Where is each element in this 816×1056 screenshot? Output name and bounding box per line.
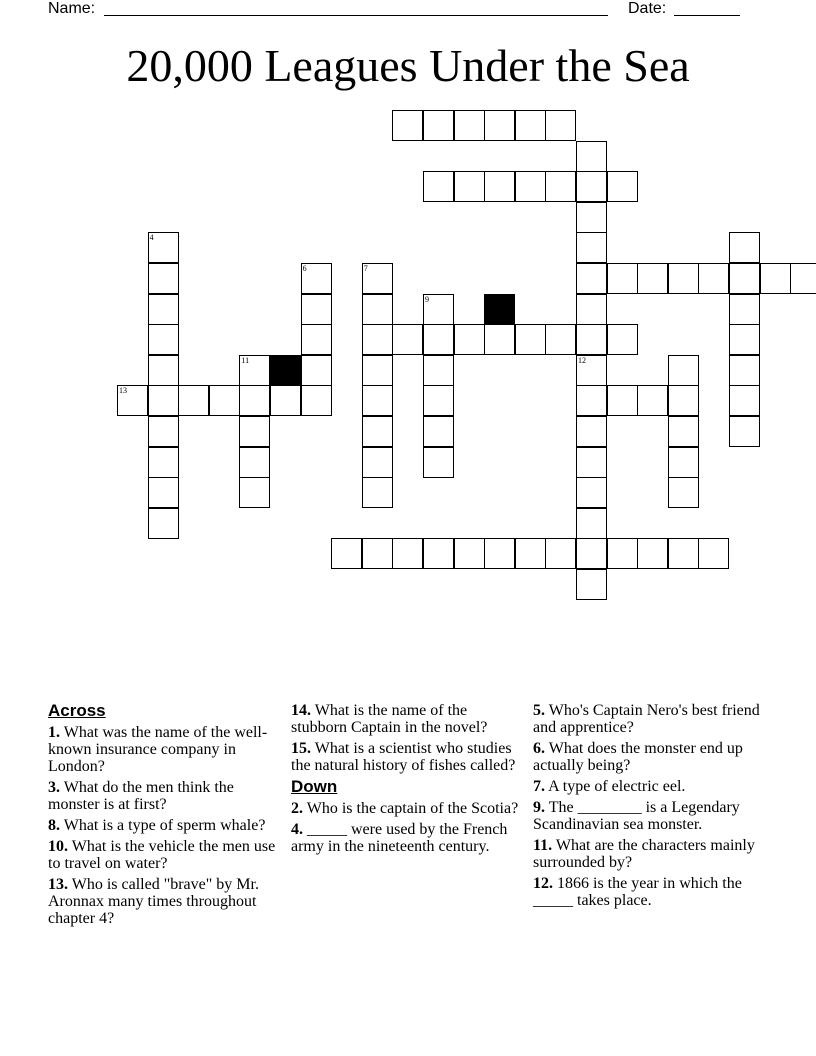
crossword-cell[interactable] — [484, 538, 515, 569]
crossword-cell[interactable] — [729, 294, 760, 325]
crossword-cell[interactable] — [454, 324, 485, 355]
crossword-cell[interactable] — [454, 110, 485, 141]
crossword-cell[interactable] — [576, 538, 607, 569]
crossword-cell[interactable] — [301, 355, 332, 386]
crossword-cell[interactable] — [729, 416, 760, 447]
clue-number: 7. — [533, 778, 545, 795]
crossword-cell[interactable] — [576, 447, 607, 478]
crossword-cell[interactable] — [423, 538, 454, 569]
page-title: 20,000 Leagues Under the Sea — [126, 40, 690, 91]
cell-number: 4 — [149, 233, 154, 243]
clue-across-1 — [48, 724, 278, 775]
crossword-cell[interactable] — [637, 263, 668, 294]
crossword-cell[interactable] — [362, 447, 393, 478]
clue-text: The ________ is a Legendary Scandinavian sea monster. — [533, 799, 740, 833]
crossword-cell[interactable] — [668, 416, 699, 447]
crossword-cell[interactable] — [148, 508, 179, 539]
clue-number: 10. — [48, 838, 68, 855]
crossword-cell[interactable] — [301, 263, 332, 294]
crossword-cell[interactable] — [729, 355, 760, 386]
clue-across-8 — [48, 817, 278, 834]
down-heading: Down — [291, 777, 338, 796]
blocked-cell — [484, 294, 515, 325]
crossword-cell[interactable] — [576, 232, 607, 263]
clue-text: What is the name of the stubborn Captain in the novel? — [291, 702, 488, 736]
clue-text: What are the characters mainly surrounded by? — [533, 837, 755, 871]
clue-text: Who's Captain Nero's best friend and apprentice? — [533, 702, 760, 736]
crossword-cell[interactable] — [515, 324, 546, 355]
clue-number: 13. — [48, 876, 68, 893]
clues-column-2 — [291, 702, 523, 859]
clue-text: 1866 is the year in which the _____ takes place. — [533, 875, 742, 909]
crossword-cell[interactable] — [668, 263, 699, 294]
clues-column-1 — [48, 702, 278, 931]
crossword-cell[interactable] — [362, 294, 393, 325]
crossword-cell[interactable] — [362, 538, 393, 569]
crossword-cell[interactable] — [148, 294, 179, 325]
crossword-cell[interactable] — [607, 263, 638, 294]
clue-down-7 — [533, 778, 769, 795]
crossword-cell[interactable] — [484, 324, 515, 355]
clue-down-9 — [533, 799, 769, 833]
crossword-cell[interactable] — [698, 538, 729, 569]
crossword-cell[interactable] — [392, 324, 423, 355]
clue-text: What is a scientist who studies the natural history of fishes called? — [291, 740, 516, 774]
clue-number: 12. — [533, 875, 553, 892]
crossword-cell[interactable] — [148, 447, 179, 478]
crossword-cell[interactable] — [178, 385, 209, 416]
clue-text: _____ were used by the French army in the nineteenth century. — [291, 821, 508, 855]
crossword-cell[interactable] — [148, 232, 179, 263]
clue-text: What do the men think the monster is at first? — [48, 779, 234, 813]
cell-number: 6 — [302, 264, 307, 273]
crossword-cell[interactable] — [392, 110, 423, 141]
crossword-cell[interactable] — [576, 355, 607, 386]
crossword-cell[interactable] — [362, 355, 393, 386]
across-heading: Across — [48, 701, 106, 720]
crossword-cell[interactable] — [576, 508, 607, 539]
crossword-cell[interactable] — [729, 232, 760, 263]
crossword-cell[interactable] — [515, 538, 546, 569]
crossword-cell[interactable] — [729, 385, 760, 416]
crossword-cell[interactable] — [454, 171, 485, 202]
crossword-cell[interactable] — [668, 477, 699, 508]
blocked-cell — [270, 355, 301, 386]
crossword-cell[interactable] — [423, 171, 454, 202]
clue-text: What is a type of sperm whale? — [63, 817, 266, 834]
crossword-cell[interactable] — [209, 385, 240, 416]
crossword-cell[interactable] — [148, 324, 179, 355]
clue-down-11 — [533, 837, 769, 871]
date-label: Date: — [628, 0, 667, 17]
clue-number: 3. — [48, 779, 60, 796]
crossword-cell[interactable] — [362, 385, 393, 416]
crossword-cell[interactable] — [668, 447, 699, 478]
crossword-cell[interactable] — [392, 538, 423, 569]
crossword-cell[interactable] — [423, 324, 454, 355]
clue-down-2 — [291, 800, 523, 817]
crossword-cell[interactable] — [362, 477, 393, 508]
clue-text: Who is called "brave" by Mr. Aronnax many times throughout chapter 4? — [48, 876, 259, 927]
crossword-cell[interactable] — [239, 447, 270, 478]
clue-across-13 — [48, 876, 278, 927]
crossword-cell[interactable] — [515, 171, 546, 202]
crossword-cell[interactable] — [576, 477, 607, 508]
crossword-cell[interactable] — [239, 355, 270, 386]
clue-text: Who is the captain of the Scotia? — [306, 800, 519, 817]
crossword-cell[interactable] — [576, 141, 607, 172]
crossword-cell[interactable] — [301, 385, 332, 416]
crossword-cell[interactable] — [545, 110, 576, 141]
crossword-cell[interactable] — [454, 538, 485, 569]
cell-number: 12 — [578, 355, 586, 365]
clue-number: 1. — [48, 724, 60, 741]
clue-text: What does the monster end up actually being? — [533, 740, 743, 774]
clue-text: What is the vehicle the men use to travel on water? — [48, 838, 276, 872]
clues-column-3 — [533, 702, 769, 913]
crossword-cell[interactable] — [729, 263, 760, 294]
crossword-cell[interactable] — [423, 385, 454, 416]
crossword-cell[interactable] — [148, 355, 179, 386]
crossword-cell[interactable] — [331, 538, 362, 569]
clue-across-3 — [48, 779, 278, 813]
clue-text: What was the name of the well-known insurance company in London? — [48, 724, 268, 775]
clue-across-14 — [291, 702, 523, 736]
crossword-cell[interactable] — [362, 416, 393, 447]
clue-number: 5. — [533, 702, 545, 719]
crossword-cell[interactable] — [637, 385, 668, 416]
clue-number: 15. — [291, 740, 311, 757]
crossword-cell[interactable] — [423, 447, 454, 478]
crossword-cell[interactable] — [668, 538, 699, 569]
crossword-cell[interactable] — [576, 171, 607, 202]
crossword-cell[interactable] — [576, 263, 607, 294]
name-label: Name: — [48, 0, 96, 17]
crossword-cell[interactable] — [148, 385, 179, 416]
crossword-cell[interactable] — [515, 110, 546, 141]
cell-number: 13 — [119, 386, 127, 396]
crossword-cell[interactable] — [760, 263, 791, 294]
clue-number: 14. — [291, 702, 311, 719]
cell-number: 11 — [241, 355, 250, 365]
crossword-cell[interactable] — [668, 355, 699, 386]
crossword-cell[interactable] — [484, 110, 515, 141]
crossword-cell[interactable] — [117, 385, 148, 416]
crossword-cell[interactable] — [607, 171, 638, 202]
crossword-cell[interactable] — [545, 324, 576, 355]
crossword-cell[interactable] — [148, 416, 179, 447]
crossword-cell[interactable] — [484, 171, 515, 202]
crossword-cell[interactable] — [423, 355, 454, 386]
clue-number: 11. — [533, 837, 553, 854]
crossword-cell[interactable] — [362, 324, 393, 355]
crossword-cell[interactable] — [637, 538, 668, 569]
crossword-cell[interactable] — [148, 263, 179, 294]
crossword-cell[interactable] — [239, 416, 270, 447]
crossword-cell[interactable] — [423, 294, 454, 325]
crossword-cell[interactable] — [698, 263, 729, 294]
crossword-cell[interactable] — [607, 324, 638, 355]
crossword-cell[interactable] — [423, 110, 454, 141]
crossword-cell[interactable] — [148, 477, 179, 508]
clue-down-4 — [291, 821, 523, 855]
clue-down-12 — [533, 875, 769, 909]
clue-number: 4. — [291, 821, 303, 838]
clue-down-6 — [533, 740, 769, 774]
crossword-cell[interactable] — [729, 324, 760, 355]
clue-number: 9. — [533, 799, 545, 816]
clue-across-15 — [291, 740, 523, 774]
crossword-cell[interactable] — [607, 385, 638, 416]
crossword-cell[interactable] — [790, 263, 816, 294]
clue-text: A type of electric eel. — [548, 778, 686, 795]
crossword-cell[interactable] — [423, 416, 454, 447]
clue-number: 2. — [291, 800, 303, 817]
clue-across-10 — [48, 838, 278, 872]
crossword-cell[interactable] — [545, 171, 576, 202]
crossword-cell[interactable] — [576, 416, 607, 447]
cell-number: 7 — [363, 264, 368, 273]
clue-down-5 — [533, 702, 769, 736]
clue-number: 8. — [48, 817, 60, 834]
crossword-cell[interactable] — [607, 538, 638, 569]
crossword-cell[interactable] — [239, 385, 270, 416]
crossword-cell[interactable] — [270, 385, 301, 416]
crossword-cell[interactable] — [362, 263, 393, 294]
crossword-cell[interactable] — [545, 538, 576, 569]
crossword-cell[interactable] — [576, 294, 607, 325]
crossword-cell[interactable] — [576, 569, 607, 600]
crossword-cell[interactable] — [576, 324, 607, 355]
cell-number: 9 — [425, 294, 429, 304]
clue-number: 6. — [533, 740, 545, 757]
crossword-cell[interactable] — [668, 385, 699, 416]
crossword-cell[interactable] — [576, 385, 607, 416]
crossword-cell[interactable] — [576, 202, 607, 233]
crossword-cell[interactable] — [301, 294, 332, 325]
crossword-cell[interactable] — [301, 324, 332, 355]
crossword-cell[interactable] — [239, 477, 270, 508]
